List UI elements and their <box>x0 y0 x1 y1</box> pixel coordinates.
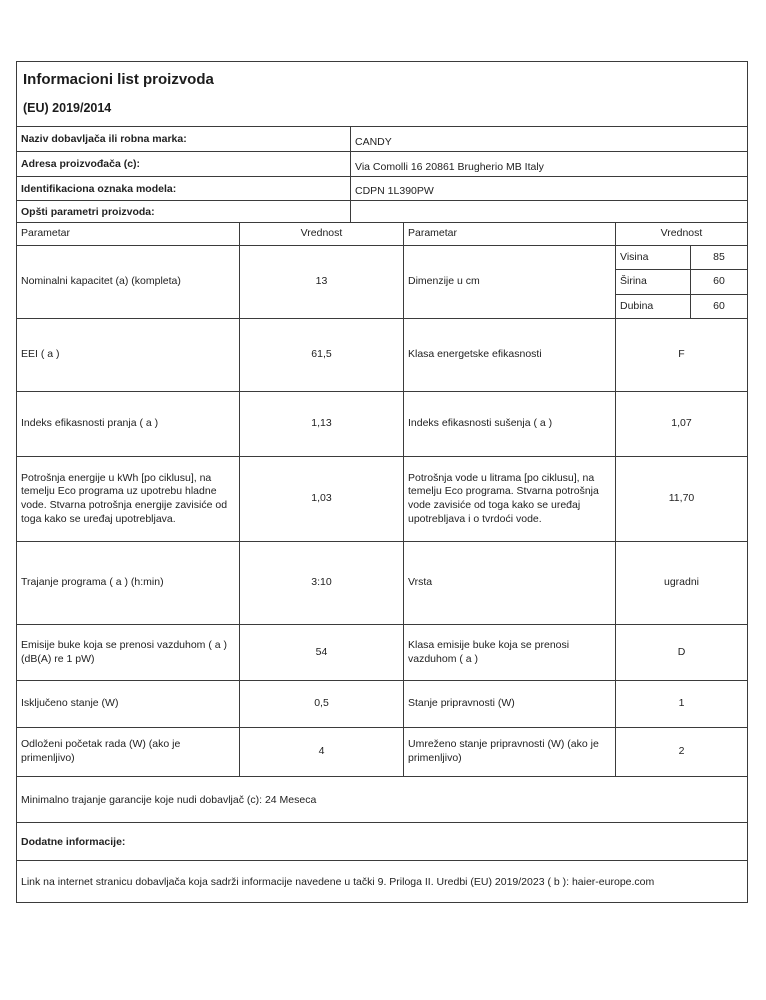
additional-info-row <box>17 822 747 860</box>
table-row <box>17 624 747 680</box>
param-type: Vrsta <box>404 542 616 624</box>
table-row <box>17 318 747 391</box>
value-type: ugradni <box>663 576 700 589</box>
value-nominal-capacity: 13 <box>240 246 404 318</box>
table-row <box>17 541 747 624</box>
model-identifier-value: CDPN 1L390PW <box>355 185 434 197</box>
table-row <box>17 391 747 456</box>
table-header-row <box>17 222 747 245</box>
manufacturer-address-row <box>17 151 747 176</box>
param-program-duration: Trajanje programa ( a ) (h:min) <box>17 542 240 624</box>
param-dimensions: Dimenzije u cm <box>404 246 616 318</box>
value-washing-index: 1,13 <box>240 392 404 456</box>
dimension-depth-row <box>616 294 747 318</box>
dimension-depth-value: 60 <box>713 299 725 312</box>
document-header <box>17 62 747 126</box>
supplier-brand-value: CANDY <box>355 136 392 148</box>
value-standby: 1 <box>678 697 685 710</box>
value-delayed-start: 4 <box>240 728 404 776</box>
regulation-number: (EU) 2019/2014 <box>23 101 112 115</box>
general-parameters-label: Opšti parametri proizvoda: <box>17 201 351 222</box>
dimension-depth-label: Dubina <box>616 295 691 318</box>
value-program-duration: 3:10 <box>240 542 404 624</box>
param-eei: EEI ( a ) <box>17 319 240 391</box>
additional-info-label: Dodatne informacije: <box>21 835 126 848</box>
product-information-sheet <box>16 61 748 903</box>
value-eei: 61,5 <box>240 319 404 391</box>
table-row <box>17 680 747 727</box>
table-row <box>17 456 747 541</box>
header-value-left: Vrednost <box>240 223 404 245</box>
model-identifier-row <box>17 176 747 200</box>
param-drying-index: Indeks efikasnosti sušenja ( a ) <box>404 392 616 456</box>
page-title: Informacioni list proizvoda <box>23 71 214 88</box>
header-param-right: Parametar <box>404 223 616 245</box>
dimension-height-label: Visina <box>616 246 691 269</box>
dimension-width-row <box>616 269 747 293</box>
warranty-text: Minimalno trajanje garancije koje nudi dobavljač (c): 24 Meseca <box>21 793 317 806</box>
param-washing-index: Indeks efikasnosti pranja ( a ) <box>17 392 240 456</box>
dimensions-subtable <box>616 246 747 318</box>
dimension-width-value: 60 <box>713 275 725 288</box>
supplier-brand-label: Naziv dobavljača ili robna marka: <box>17 127 351 151</box>
value-energy-consumption: 1,03 <box>240 457 404 541</box>
model-identifier-label: Identifikaciona oznaka modela: <box>17 177 351 200</box>
param-water-consumption: Potrošnja vode u litrama [po ciklusu], na temelju Eco programa. Stvarna potrošnja vode zavisiće od toga kako se uređaj upotrebljava i o tvrdoći vode. <box>404 457 616 541</box>
dimension-height-value: 85 <box>713 250 725 263</box>
general-parameters-row <box>17 200 747 222</box>
supplier-link-row <box>17 860 747 902</box>
supplier-brand-row <box>17 126 747 151</box>
value-off-mode: 0,5 <box>240 681 404 727</box>
param-delayed-start: Odloženi početak rada (W) (ako je primenljivo) <box>17 728 240 776</box>
param-energy-class: Klasa energetske efikasnosti <box>404 319 616 391</box>
value-energy-class: F <box>678 348 685 361</box>
param-standby: Stanje pripravnosti (W) <box>404 681 616 727</box>
value-drying-index: 1,07 <box>671 417 692 430</box>
value-noise-emission: 54 <box>240 625 404 680</box>
table-row <box>17 245 747 318</box>
param-nominal-capacity: Nominalni kapacitet (a) (kompleta) <box>17 246 240 318</box>
param-noise-class: Klasa emisije buke koja se prenosi vazduhom ( a ) <box>404 625 616 680</box>
value-water-consumption: 11,70 <box>668 492 695 505</box>
param-energy-consumption: Potrošnja energije u kWh [po ciklusu], na temelju Eco programa uz upotrebu hladne vode. Stvarna potrošnja energije zavisiće od toga kako se uređaj upotrebljava. <box>17 457 240 541</box>
manufacturer-address-value: Via Comolli 16 20861 Brugherio MB Italy <box>355 161 544 173</box>
param-off-mode: Isključeno stanje (W) <box>17 681 240 727</box>
dimension-width-label: Širina <box>616 270 691 293</box>
dimension-height-row <box>616 246 747 269</box>
header-param-left: Parametar <box>17 223 240 245</box>
warranty-row <box>17 776 747 822</box>
general-parameters-value <box>351 201 747 222</box>
param-networked-standby: Umreženo stanje pripravnosti (W) (ako je primenljivo) <box>404 728 616 776</box>
value-noise-class: D <box>677 645 686 658</box>
manufacturer-address-label: Adresa proizvođača (c): <box>17 152 351 176</box>
table-row <box>17 727 747 776</box>
value-networked-standby: 2 <box>678 745 685 758</box>
supplier-link-text: Link na internet stranicu dobavljača koja sadrži informacije navedene u tački 9. Priloga II. Uredbi (EU) 2019/2023 ( b ): haier-europe.com <box>21 875 655 888</box>
param-noise-emission: Emisije buke koja se prenosi vazduhom ( a ) (dB(A) re 1 pW) <box>17 625 240 680</box>
header-value-right: Vrednost <box>660 227 703 240</box>
